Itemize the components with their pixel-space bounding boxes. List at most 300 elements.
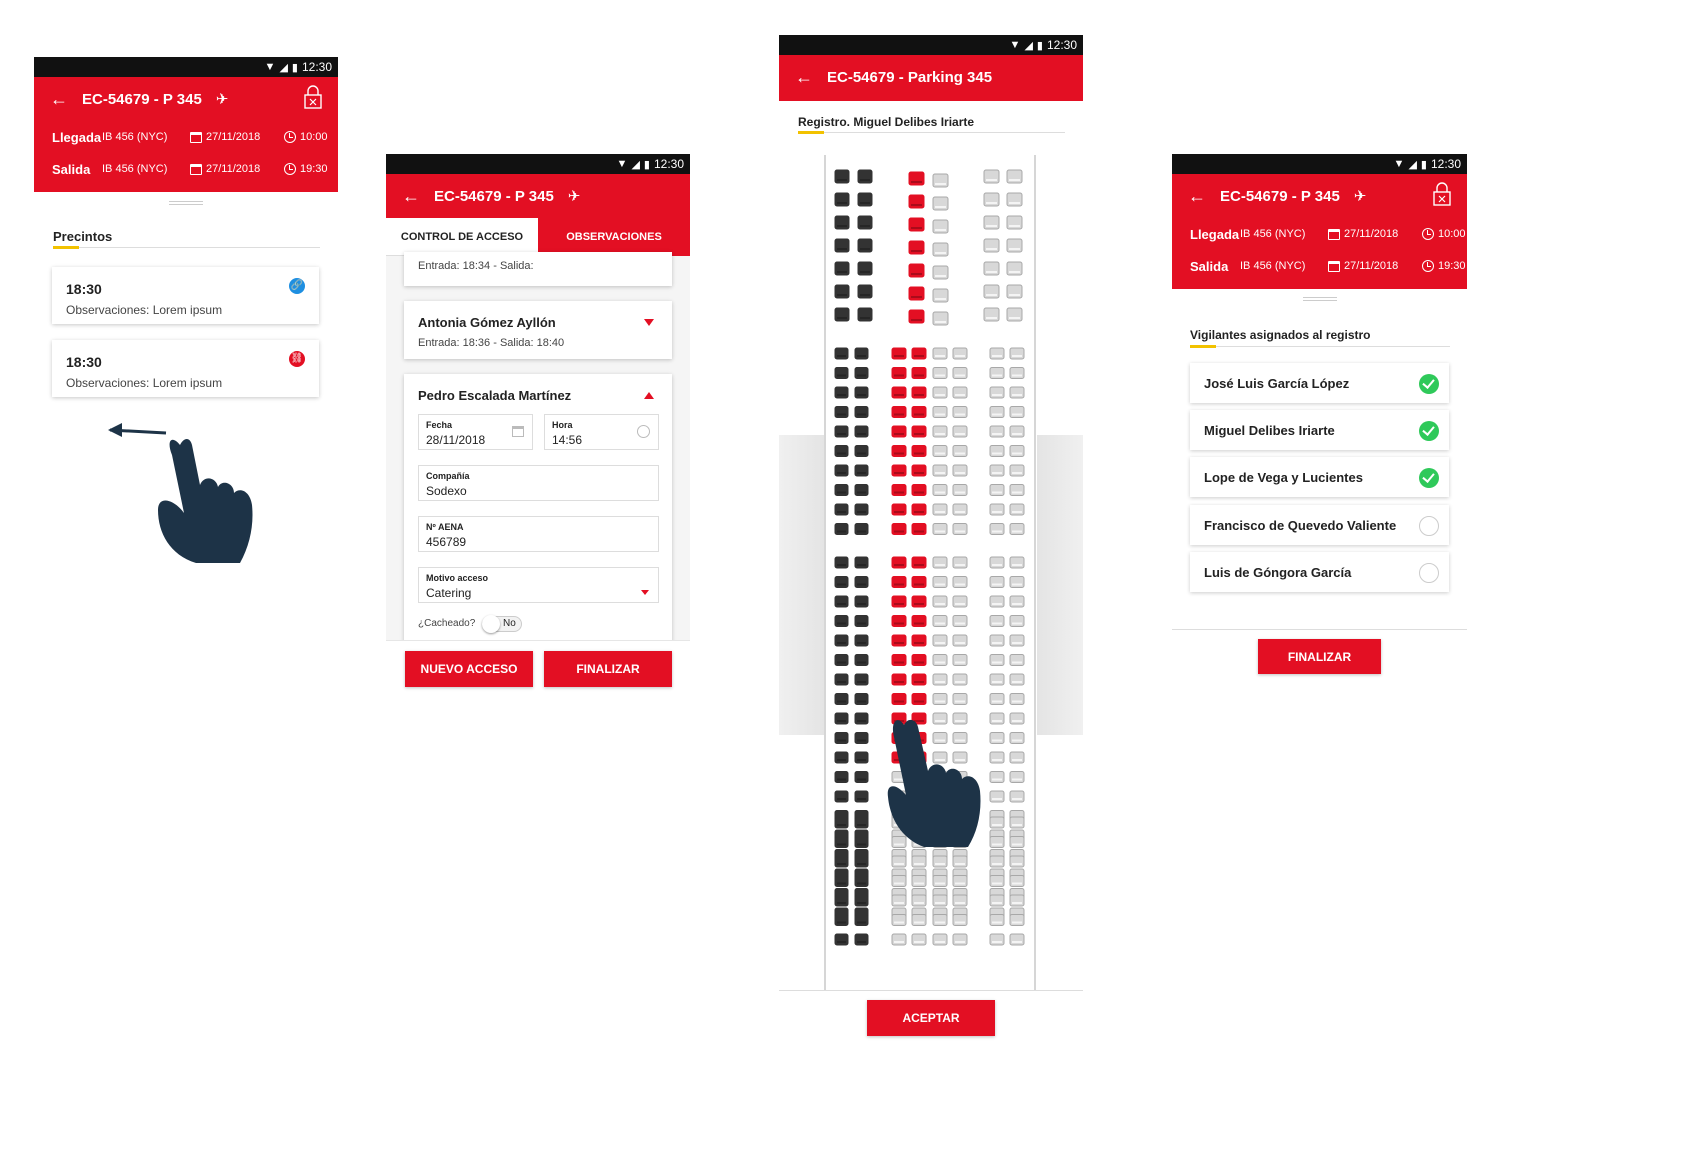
seat-free[interactable] [933, 934, 947, 945]
seat-free[interactable] [953, 348, 967, 359]
seat-free[interactable] [953, 577, 967, 588]
seal-card[interactable] [52, 340, 319, 397]
seat-occupied[interactable] [835, 407, 848, 418]
seat-free[interactable] [1010, 465, 1024, 476]
seat-free[interactable] [1010, 817, 1024, 828]
seat-selected[interactable] [912, 694, 926, 705]
seat-selected[interactable] [892, 655, 906, 666]
seat-occupied[interactable] [835, 596, 848, 607]
seat-occupied[interactable] [855, 856, 868, 867]
seat-occupied[interactable] [835, 308, 849, 321]
guard-item[interactable] [1190, 363, 1449, 403]
seat-occupied[interactable] [835, 674, 848, 685]
seat-selected[interactable] [892, 465, 906, 476]
seat-selected[interactable] [912, 655, 926, 666]
guard-item[interactable] [1190, 457, 1449, 497]
seat-occupied[interactable] [855, 485, 868, 496]
back-arrow-icon[interactable]: ← [402, 186, 420, 206]
seat-free[interactable] [984, 193, 999, 206]
seat-free[interactable] [953, 504, 967, 515]
seat-selected[interactable] [892, 616, 906, 627]
seat-free[interactable] [990, 635, 1004, 646]
seat-occupied[interactable] [835, 713, 848, 724]
seat-free[interactable] [933, 289, 948, 302]
seat-free[interactable] [990, 485, 1004, 496]
seat-selected[interactable] [892, 596, 906, 607]
seat-free[interactable] [953, 485, 967, 496]
seat-free[interactable] [990, 856, 1004, 867]
seat-free[interactable] [1010, 791, 1024, 802]
seat-free[interactable] [990, 674, 1004, 685]
seat-free[interactable] [1007, 285, 1022, 298]
seat-free[interactable] [933, 426, 947, 437]
seat-occupied[interactable] [855, 674, 868, 685]
seat-occupied[interactable] [855, 557, 868, 568]
seat-occupied[interactable] [835, 426, 848, 437]
back-arrow-icon[interactable]: ← [50, 89, 68, 109]
seat-free[interactable] [953, 446, 967, 457]
seat-occupied[interactable] [835, 817, 848, 828]
seat-free[interactable] [1010, 557, 1024, 568]
seat-free[interactable] [984, 262, 999, 275]
seat-free[interactable] [933, 266, 948, 279]
seat-occupied[interactable] [835, 934, 848, 945]
seat-occupied[interactable] [858, 285, 872, 298]
tab-observaciones[interactable]: OBSERVACIONES [538, 218, 690, 256]
seat-selected[interactable] [892, 407, 906, 418]
seat-free[interactable] [953, 876, 967, 887]
seat-free[interactable] [1010, 407, 1024, 418]
seat-free[interactable] [1010, 504, 1024, 515]
seat-selected[interactable] [912, 485, 926, 496]
seat-free[interactable] [990, 596, 1004, 607]
seat-selected[interactable] [912, 348, 926, 359]
seat-free[interactable] [1010, 596, 1024, 607]
seat-occupied[interactable] [835, 524, 848, 535]
seat-free[interactable] [953, 655, 967, 666]
seat-free[interactable] [953, 856, 967, 867]
seat-selected[interactable] [909, 287, 924, 300]
seat-free[interactable] [990, 752, 1004, 763]
date-field[interactable]: Fecha 28/11/2018 [418, 414, 533, 450]
seat-free[interactable] [1010, 348, 1024, 359]
seat-free[interactable] [933, 387, 947, 398]
seat-free[interactable] [912, 856, 926, 867]
seat-occupied[interactable] [858, 308, 872, 321]
seat-selected[interactable] [909, 310, 924, 323]
seat-occupied[interactable] [858, 170, 872, 183]
seat-free[interactable] [1010, 934, 1024, 945]
seat-free[interactable] [990, 504, 1004, 515]
seat-free[interactable] [1010, 837, 1024, 848]
seat-free[interactable] [953, 895, 967, 906]
seat-free[interactable] [933, 577, 947, 588]
seat-free[interactable] [1010, 524, 1024, 535]
seat-free[interactable] [912, 876, 926, 887]
reason-select[interactable]: Motivo acceso Catering [418, 567, 659, 603]
seat-occupied[interactable] [855, 596, 868, 607]
seat-occupied[interactable] [855, 387, 868, 398]
back-arrow-icon[interactable]: ← [1188, 186, 1206, 206]
seat-free[interactable] [953, 934, 967, 945]
seat-selected[interactable] [912, 616, 926, 627]
seat-occupied[interactable] [835, 733, 848, 744]
finish-button[interactable]: FINALIZAR [1258, 639, 1381, 674]
seat-occupied[interactable] [855, 876, 868, 887]
seat-selected[interactable] [892, 694, 906, 705]
seat-selected[interactable] [909, 264, 924, 277]
seat-free[interactable] [933, 243, 948, 256]
seat-free[interactable] [933, 616, 947, 627]
seat-occupied[interactable] [855, 465, 868, 476]
seat-free[interactable] [953, 557, 967, 568]
aena-field[interactable]: Nº AENA 456789 [418, 516, 659, 552]
seat-free[interactable] [990, 348, 1004, 359]
seat-occupied[interactable] [835, 577, 848, 588]
seat-occupied[interactable] [835, 557, 848, 568]
seat-selected[interactable] [892, 368, 906, 379]
seal-card[interactable] [52, 267, 319, 324]
seat-occupied[interactable] [835, 694, 848, 705]
seat-free[interactable] [912, 934, 926, 945]
seat-occupied[interactable] [855, 616, 868, 627]
check-icon[interactable] [1419, 421, 1439, 441]
seat-free[interactable] [1007, 193, 1022, 206]
seat-free[interactable] [953, 387, 967, 398]
seat-free[interactable] [990, 915, 1004, 926]
seat-free[interactable] [990, 655, 1004, 666]
seat-occupied[interactable] [835, 216, 849, 229]
seat-selected[interactable] [892, 557, 906, 568]
seat-free[interactable] [1007, 308, 1022, 321]
partial-entry-card[interactable] [404, 252, 672, 286]
seat-free[interactable] [1010, 772, 1024, 783]
seat-free[interactable] [1010, 752, 1024, 763]
seat-free[interactable] [990, 368, 1004, 379]
seat-free[interactable] [892, 915, 906, 926]
seat-occupied[interactable] [855, 577, 868, 588]
seat-selected[interactable] [912, 524, 926, 535]
guard-item[interactable] [1190, 505, 1449, 545]
seat-free[interactable] [1010, 616, 1024, 627]
seat-free[interactable] [933, 348, 947, 359]
seat-free[interactable] [1007, 239, 1022, 252]
section-accent [1190, 345, 1216, 348]
seat-free[interactable] [953, 616, 967, 627]
seat-occupied[interactable] [855, 524, 868, 535]
seat-free[interactable] [1010, 713, 1024, 724]
seat-free[interactable] [953, 465, 967, 476]
seat-free[interactable] [1010, 446, 1024, 457]
seat-free[interactable] [990, 713, 1004, 724]
seat-selected[interactable] [892, 348, 906, 359]
seat-free[interactable] [1010, 655, 1024, 666]
seat-occupied[interactable] [835, 368, 848, 379]
seat-occupied[interactable] [855, 348, 868, 359]
seat-occupied[interactable] [858, 193, 872, 206]
seat-free[interactable] [912, 895, 926, 906]
seat-occupied[interactable] [835, 635, 848, 646]
seat-occupied[interactable] [835, 485, 848, 496]
seat-free[interactable] [984, 285, 999, 298]
seat-free[interactable] [990, 876, 1004, 887]
seat-occupied[interactable] [835, 791, 848, 802]
seat-free[interactable] [1010, 387, 1024, 398]
seat-free[interactable] [984, 170, 999, 183]
seat-free[interactable] [1007, 170, 1022, 183]
seat-occupied[interactable] [855, 635, 868, 646]
seat-occupied[interactable] [835, 895, 848, 906]
seat-occupied[interactable] [835, 876, 848, 887]
guard-item[interactable] [1190, 552, 1449, 592]
seat-free[interactable] [984, 308, 999, 321]
seat-selected[interactable] [909, 241, 924, 254]
seat-selected[interactable] [892, 426, 906, 437]
seat-selected[interactable] [912, 426, 926, 437]
seat-free[interactable] [953, 407, 967, 418]
seat-free[interactable] [933, 465, 947, 476]
time-field[interactable]: Hora 14:56 [544, 414, 659, 450]
seat-occupied[interactable] [855, 791, 868, 802]
seat-occupied[interactable] [835, 348, 848, 359]
seat-free[interactable] [933, 895, 947, 906]
seat-free[interactable] [953, 915, 967, 926]
seat-selected[interactable] [892, 577, 906, 588]
arrival-row [1172, 218, 1467, 250]
seat-free[interactable] [953, 368, 967, 379]
seat-occupied[interactable] [835, 239, 849, 252]
drag-handle[interactable] [1303, 297, 1337, 301]
seat-selected[interactable] [892, 524, 906, 535]
seat-selected[interactable] [912, 577, 926, 588]
seat-free[interactable] [984, 216, 999, 229]
seat-occupied[interactable] [835, 616, 848, 627]
person-card-collapsed[interactable] [404, 301, 672, 359]
seat-free[interactable] [990, 772, 1004, 783]
seat-free[interactable] [933, 635, 947, 646]
guard-name: Luis de Góngora García [1204, 565, 1352, 580]
finish-button[interactable]: FINALIZAR [544, 651, 672, 687]
seat-occupied[interactable] [835, 915, 848, 926]
lock-icon[interactable] [304, 85, 322, 109]
seat-selected[interactable] [912, 446, 926, 457]
seat-occupied[interactable] [835, 772, 848, 783]
seat-selected[interactable] [912, 635, 926, 646]
seat-free[interactable] [933, 655, 947, 666]
seat-free[interactable] [933, 856, 947, 867]
seat-free[interactable] [1010, 856, 1024, 867]
status-time: 12:30 [1430, 157, 1461, 171]
seat-occupied[interactable] [855, 713, 868, 724]
seat-free[interactable] [1007, 216, 1022, 229]
unchecked-circle-icon[interactable] [1419, 516, 1439, 536]
seat-free[interactable] [953, 426, 967, 437]
seat-free[interactable] [990, 426, 1004, 437]
company-field[interactable]: Compañía Sodexo [418, 465, 659, 501]
seat-free[interactable] [933, 524, 947, 535]
seat-free[interactable] [953, 596, 967, 607]
seat-selected[interactable] [909, 195, 924, 208]
seat-free[interactable] [933, 220, 948, 233]
seat-free[interactable] [1010, 674, 1024, 685]
seat-free[interactable] [990, 524, 1004, 535]
seat-free[interactable] [990, 733, 1004, 744]
check-icon[interactable] [1419, 468, 1439, 488]
seat-selected[interactable] [909, 172, 924, 185]
seat-free[interactable] [990, 387, 1004, 398]
seat-occupied[interactable] [858, 239, 872, 252]
seat-free[interactable] [933, 596, 947, 607]
seat-free[interactable] [1010, 876, 1024, 887]
seat-selected[interactable] [892, 485, 906, 496]
seat-free[interactable] [933, 485, 947, 496]
seat-occupied[interactable] [835, 504, 848, 515]
seat-free[interactable] [933, 174, 948, 187]
seat-free[interactable] [933, 915, 947, 926]
seat-free[interactable] [892, 856, 906, 867]
seat-occupied[interactable] [855, 915, 868, 926]
seat-free[interactable] [892, 895, 906, 906]
seat-free[interactable] [933, 368, 947, 379]
seat-occupied[interactable] [835, 285, 849, 298]
seat-occupied[interactable] [855, 426, 868, 437]
guard-item[interactable] [1190, 410, 1449, 450]
seat-free[interactable] [933, 504, 947, 515]
seat-selected[interactable] [912, 557, 926, 568]
seat-free[interactable] [990, 557, 1004, 568]
seat-free[interactable] [953, 694, 967, 705]
seat-free[interactable] [1010, 368, 1024, 379]
seat-occupied[interactable] [858, 216, 872, 229]
accept-button[interactable]: ACEPTAR [867, 1000, 995, 1036]
seat-selected[interactable] [909, 218, 924, 231]
seat-free[interactable] [990, 817, 1004, 828]
seat-free[interactable] [990, 694, 1004, 705]
seat-occupied[interactable] [835, 193, 849, 206]
seat-occupied[interactable] [855, 837, 868, 848]
seat-free[interactable] [990, 934, 1004, 945]
seat-free[interactable] [933, 557, 947, 568]
seat-occupied[interactable] [855, 772, 868, 783]
seat-free[interactable] [933, 876, 947, 887]
seat-free[interactable] [933, 407, 947, 418]
seat-occupied[interactable] [855, 504, 868, 515]
seat-free[interactable] [990, 446, 1004, 457]
seat-free[interactable] [984, 239, 999, 252]
seat-selected[interactable] [912, 387, 926, 398]
seat-free[interactable] [912, 915, 926, 926]
seat-free[interactable] [990, 407, 1004, 418]
seat-occupied[interactable] [855, 752, 868, 763]
seat-occupied[interactable] [855, 368, 868, 379]
seat-free[interactable] [933, 197, 948, 210]
seat-occupied[interactable] [835, 856, 848, 867]
seat-occupied[interactable] [835, 752, 848, 763]
seat-free[interactable] [990, 577, 1004, 588]
seat-selected[interactable] [892, 635, 906, 646]
seat-free[interactable] [1010, 426, 1024, 437]
seat-free[interactable] [933, 674, 947, 685]
seat-free[interactable] [990, 895, 1004, 906]
calendar-icon [190, 132, 202, 143]
tab-control-acceso[interactable]: CONTROL DE ACCESO [386, 218, 538, 256]
collapse-icon[interactable] [644, 392, 654, 399]
seat-free[interactable] [892, 876, 906, 887]
seat-free[interactable] [953, 635, 967, 646]
seat-free[interactable] [990, 791, 1004, 802]
seat-occupied[interactable] [858, 262, 872, 275]
seat-free[interactable] [1010, 485, 1024, 496]
seat-free[interactable] [933, 446, 947, 457]
seat-selected[interactable] [912, 674, 926, 685]
person-card-expanded[interactable] [404, 374, 672, 674]
seat-occupied[interactable] [835, 262, 849, 275]
seat-selected[interactable] [912, 407, 926, 418]
seat-free[interactable] [933, 312, 948, 325]
seat-selected[interactable] [912, 504, 926, 515]
seat-occupied[interactable] [835, 837, 848, 848]
seat-free[interactable] [1007, 262, 1022, 275]
seat-occupied[interactable] [835, 655, 848, 666]
seat-selected[interactable] [892, 674, 906, 685]
seat-selected[interactable] [912, 368, 926, 379]
lock-icon[interactable] [1433, 182, 1451, 206]
seat-free[interactable] [1010, 733, 1024, 744]
seat-free[interactable] [990, 837, 1004, 848]
seat-selected[interactable] [912, 596, 926, 607]
seat-free[interactable] [990, 616, 1004, 627]
seat-occupied[interactable] [855, 733, 868, 744]
seat-free[interactable] [1010, 577, 1024, 588]
check-icon[interactable] [1419, 374, 1439, 394]
seat-occupied[interactable] [855, 895, 868, 906]
new-access-button[interactable]: NUEVO ACCESO [405, 651, 533, 687]
seat-occupied[interactable] [855, 655, 868, 666]
seat-occupied[interactable] [835, 446, 848, 457]
seat-selected[interactable] [912, 465, 926, 476]
arrival-flight: IB 456 (NYC) [1240, 228, 1306, 240]
screen-vigilantes [1172, 154, 1467, 694]
unchecked-circle-icon[interactable] [1419, 563, 1439, 583]
expand-icon[interactable] [644, 319, 654, 326]
seat-free[interactable] [953, 674, 967, 685]
back-arrow-icon[interactable]: ← [795, 67, 813, 87]
page-title: EC-54679 - P 345 [82, 90, 202, 108]
seat-occupied[interactable] [835, 387, 848, 398]
seat-free[interactable] [933, 694, 947, 705]
seat-free[interactable] [990, 465, 1004, 476]
searched-toggle[interactable]: No [482, 616, 522, 632]
seat-free[interactable] [1010, 915, 1024, 926]
seat-free[interactable] [892, 934, 906, 945]
seat-selected[interactable] [892, 446, 906, 457]
seat-occupied[interactable] [855, 446, 868, 457]
seat-occupied[interactable] [835, 465, 848, 476]
seat-selected[interactable] [892, 504, 906, 515]
seat-map[interactable] [829, 160, 1033, 990]
seat-occupied[interactable] [855, 694, 868, 705]
seat-free[interactable] [953, 524, 967, 535]
seat-free[interactable] [1010, 895, 1024, 906]
seat-free[interactable] [1010, 635, 1024, 646]
seat-selected[interactable] [892, 387, 906, 398]
seat-occupied[interactable] [855, 817, 868, 828]
seat-occupied[interactable] [855, 934, 868, 945]
seat-free[interactable] [1010, 694, 1024, 705]
drag-handle[interactable] [169, 201, 203, 205]
seat-occupied[interactable] [855, 407, 868, 418]
seat-occupied[interactable] [835, 170, 849, 183]
